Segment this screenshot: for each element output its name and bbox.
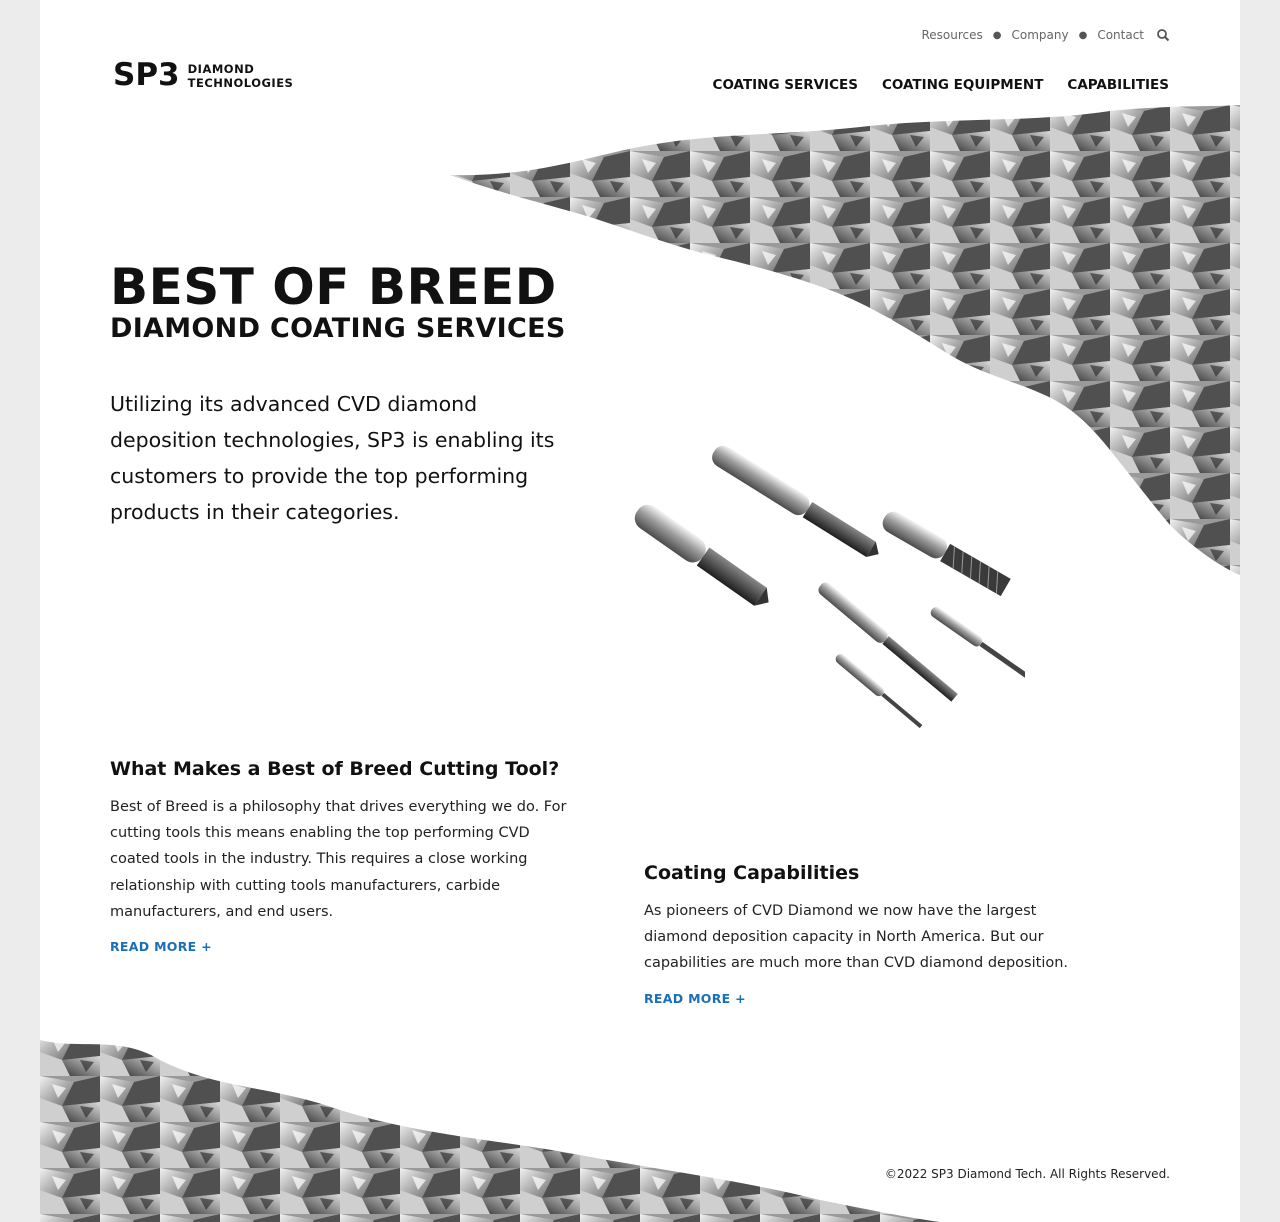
separator-dot: ● [992, 29, 1002, 41]
read-more-link[interactable]: READ MORE + [110, 939, 212, 955]
diamond-texture-bottom [40, 1030, 940, 1222]
read-more-link[interactable]: READ MORE + [644, 990, 746, 1006]
cutting-tools-image [625, 430, 1025, 750]
hero-subtitle: DIAMOND COATING SERVICES [110, 313, 566, 344]
feature-heading: What Makes a Best of Breed Cutting Tool? [110, 758, 560, 780]
feature-cutting-tool [110, 756, 570, 955]
feature-body: As pioneers of CVD Diamond we now have the largest diamond deposition capacity in North America. But our capabilities are much more than CVD diamond deposition. [644, 903, 1069, 972]
feature-coating-capabilities [644, 860, 1084, 1007]
util-link-resources[interactable]: Resources [921, 28, 983, 42]
hero-body: Utilizing its advanced CVD diamond deposition technologies, SP3 is enabling its customers to provide the top performing products in their categories. [110, 392, 555, 524]
feature-body: Best of Breed is a philosophy that drives everything we do. For cutting tools this means enabling the top performing CVD coated tools in the industry. This requires a close working relationship with cutting tools manufacturers, carbide manufacturers, and end users. [110, 799, 567, 920]
logo-text [188, 62, 294, 90]
nav-capabilities[interactable]: CAPABILITIES [1067, 77, 1169, 93]
hero-title: BEST OF BREED [110, 258, 557, 316]
utility-nav [921, 28, 1170, 42]
logo-line-1: DIAMOND [187, 61, 255, 76]
logo-line-2: TECHNOLOGIES [187, 75, 294, 90]
nav-coating-equipment[interactable]: COATING EQUIPMENT [881, 77, 1044, 93]
logo[interactable] [113, 57, 294, 93]
logo-mark: SP3 [113, 57, 180, 93]
separator-dot: ● [1078, 29, 1088, 41]
page [40, 0, 1240, 1222]
search-icon[interactable] [1156, 28, 1170, 42]
main-nav [713, 77, 1169, 93]
footer-copyright: ©2022 SP3 Diamond Tech. All Rights Reserved. [884, 1167, 1170, 1181]
util-link-contact[interactable]: Contact [1097, 28, 1144, 42]
nav-coating-services[interactable]: COATING SERVICES [712, 77, 858, 93]
util-link-company[interactable]: Company [1011, 28, 1069, 42]
feature-heading: Coating Capabilities [644, 862, 860, 884]
